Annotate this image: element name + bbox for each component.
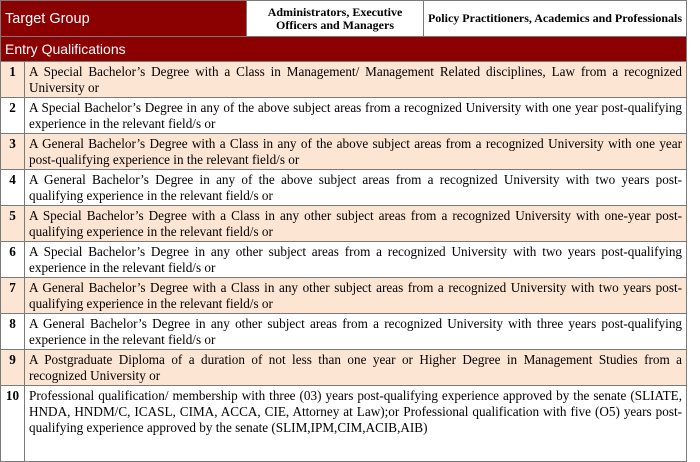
policy-column-header: Policy Practitioners, Academics and Professionals bbox=[424, 1, 687, 37]
entry-qualifications-title: Entry Qualifications bbox=[1, 37, 687, 62]
admin-column-header: Administrators, Executive Officers and Managers bbox=[247, 1, 424, 37]
row-number: 9 bbox=[1, 350, 25, 386]
table-row bbox=[1, 278, 687, 314]
row-number: 10 bbox=[1, 386, 25, 462]
table-header-row bbox=[1, 1, 687, 37]
row-number: 1 bbox=[1, 62, 25, 98]
row-number: 3 bbox=[1, 134, 25, 170]
row-number: 7 bbox=[1, 278, 25, 314]
table-row bbox=[1, 350, 687, 386]
row-number: 4 bbox=[1, 170, 25, 206]
row-text: A Postgraduate Diploma of a duration of not less than one year or Higher Degree in Management Studies from a recognized University or bbox=[25, 350, 687, 386]
row-number: 5 bbox=[1, 206, 25, 242]
table-row bbox=[1, 98, 687, 134]
table-row bbox=[1, 206, 687, 242]
row-text: A Special Bachelor’s Degree in any other subject areas from a recognized University with two years post-qualifying experience in the relevant field/s or bbox=[25, 242, 687, 278]
row-number: 6 bbox=[1, 242, 25, 278]
row-number: 8 bbox=[1, 314, 25, 350]
target-group-label: Target Group bbox=[1, 1, 247, 37]
row-text: A Special Bachelor’s Degree with a Class in any other subject areas from a recognized University with one-year post-qualifying experience in the relevant field/s or bbox=[25, 206, 687, 242]
table-row bbox=[1, 242, 687, 278]
row-text: Professional qualification/ membership with three (03) years post-qualifying experience approved by the senate (SLIATE, HNDA, HNDM/C, ICASL, CIMA, ACCA, CIE, Attorney at Law);or Professional qualification with five (O5) years post-qualifying experience approved by the senate (SLIM,IPM,CIM,ACIB,AIB) bbox=[25, 386, 687, 462]
row-text: A General Bachelor’s Degree in any other subject areas from a recognized University with three years post-qualifying experience in the relevant field/s or bbox=[25, 314, 687, 350]
row-number: 2 bbox=[1, 98, 25, 134]
table-row bbox=[1, 386, 687, 462]
table-row bbox=[1, 62, 687, 98]
row-text: A General Bachelor’s Degree with a Class in any other subject areas from a recognized University with two years post-qualifying experience in the relevant field/s or bbox=[25, 278, 687, 314]
table-row bbox=[1, 134, 687, 170]
row-text: A Special Bachelor’s Degree in any of the above subject areas from a recognized University with one year post-qualifying experience in the relevant field/s or bbox=[25, 98, 687, 134]
row-text: A General Bachelor’s Degree with a Class in any of the above subject areas from a recognized University with one year post-qualifying experience in the relevant field/s or bbox=[25, 134, 687, 170]
section-title-row bbox=[1, 37, 687, 62]
table-row bbox=[1, 170, 687, 206]
table-row bbox=[1, 314, 687, 350]
row-text: A Special Bachelor’s Degree with a Class in Management/ Management Related disciplines, Law from a recognized University or bbox=[25, 62, 687, 98]
row-text: A General Bachelor’s Degree in any of the above subject areas from a recognized University with two years post-qualifying experience in the relevant field/s or bbox=[25, 170, 687, 206]
